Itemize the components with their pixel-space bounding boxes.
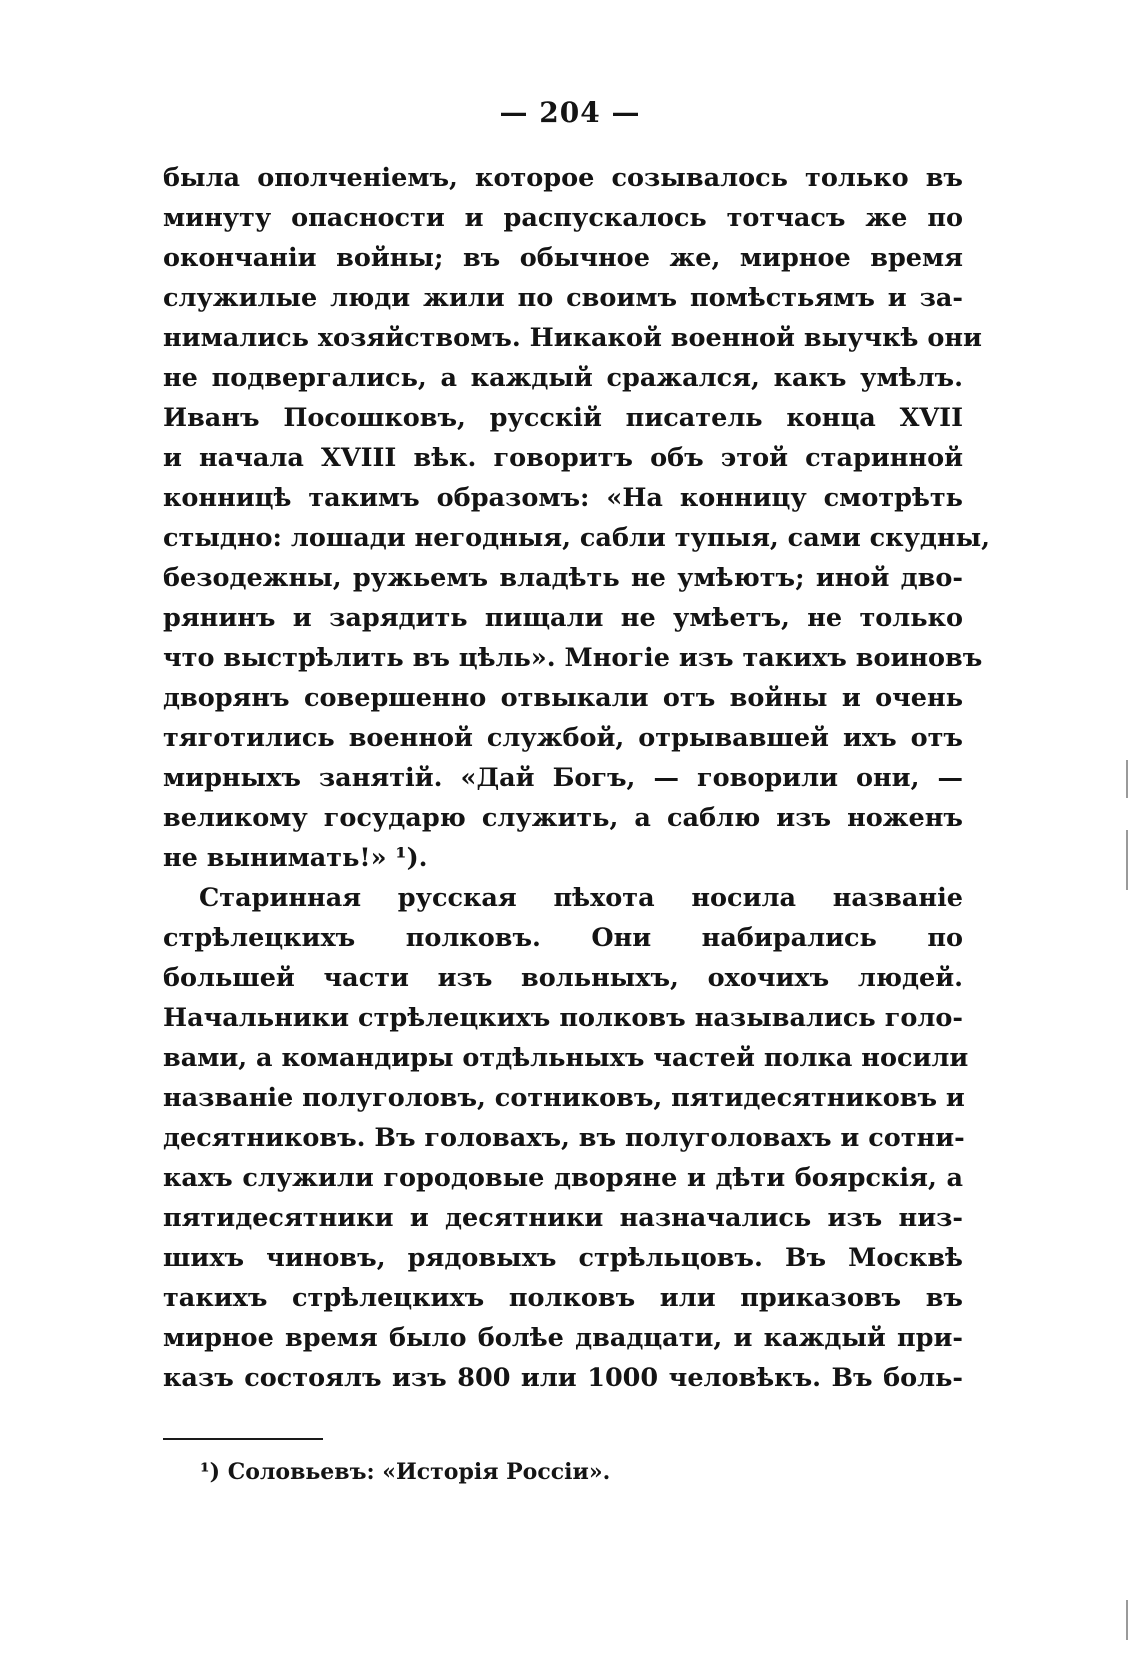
text-line: мирное время было болѣе двадцати, и каждый при- [163, 1323, 963, 1353]
text-line: мирныхъ занятій. «Дай Богъ, — говорили они, — [163, 763, 963, 793]
paragraph-start-line: Старинная русская пѣхота носила названіе [199, 883, 963, 913]
text-line: стрѣлецкихъ полковъ. Они набирались по [163, 923, 963, 953]
text-line: такихъ стрѣлецкихъ полковъ или приказовъ въ [163, 1283, 963, 1313]
text-line: что выстрѣлить въ цѣль». Многіе изъ такихъ воиновъ [163, 643, 983, 673]
text-line: была ополченіемъ, которое созывалось только въ [163, 163, 963, 193]
text-line: Иванъ Посошковъ, русскій писатель конца XVII [163, 403, 963, 433]
text-line: названіе полуголовъ, сотниковъ, пятидесятниковъ и [163, 1083, 965, 1113]
text-line: не вынимать!» ¹). [163, 843, 428, 873]
text-line: великому государю служить, а саблю изъ ноженъ [163, 803, 963, 833]
text-line: вами, а командиры отдѣльныхъ частей полка носили [163, 1043, 969, 1073]
text-line: служилые люди жили по своимъ помѣстьямъ и за- [163, 283, 963, 313]
scan-margin-mark [1126, 1600, 1128, 1640]
body-text [163, 158, 991, 1398]
text-line: конницѣ такимъ образомъ: «На конницу смотрѣть [163, 483, 963, 513]
text-line: шихъ чиновъ, рядовыхъ стрѣльцовъ. Въ Москвѣ [163, 1243, 963, 1273]
text-line: рянинъ и зарядить пищали не умѣетъ, не только [163, 603, 963, 633]
text-line: кахъ служили городовые дворяне и дѣти боярскія, а [163, 1163, 963, 1193]
text-line: окончаніи войны; въ обычное же, мирное время [163, 243, 963, 273]
footnote [200, 1456, 610, 1488]
page-number: — 204 — [499, 96, 641, 129]
text-line: пятидесятники и десятники назначались изъ низ- [163, 1203, 963, 1233]
text-line: не подвергались, а каждый сражался, какъ умѣлъ. [163, 363, 963, 393]
text-line: дворянъ совершенно отвыкали отъ войны и очень [163, 683, 963, 713]
scan-margin-mark [1126, 830, 1128, 890]
text-line: десятниковъ. Въ головахъ, въ полуголовахъ и сотни- [163, 1123, 965, 1153]
scan-margin-mark [1126, 760, 1128, 798]
text-line: нимались хозяйствомъ. Никакой военной выучкѣ они [163, 323, 982, 353]
text-line: казъ состоялъ изъ 800 или 1000 человѣкъ. Въ боль- [163, 1363, 963, 1393]
text-line: тяготились военной службой, отрывавшей ихъ отъ [163, 723, 963, 753]
text-line: стыдно: лошади негодныя, сабли тупыя, сами скудны, [163, 523, 991, 553]
footnote-text: Соловьевъ: «Исторія Россіи». [227, 1459, 611, 1485]
text-line: большей части изъ вольныхъ, охочихъ людей. [163, 963, 963, 993]
text-line: Начальники стрѣлецкихъ полковъ назывались голо- [163, 1003, 963, 1033]
text-line: и начала XVIII вѣк. говоритъ объ этой старинной [163, 443, 963, 473]
footnote-divider [163, 1438, 323, 1440]
footnote-marker: ¹) [200, 1459, 221, 1485]
text-line: безодежны, ружьемъ владѣть не умѣютъ; иной дво- [163, 563, 963, 593]
text-line: минуту опасности и распускалось тотчасъ же по [163, 203, 963, 233]
